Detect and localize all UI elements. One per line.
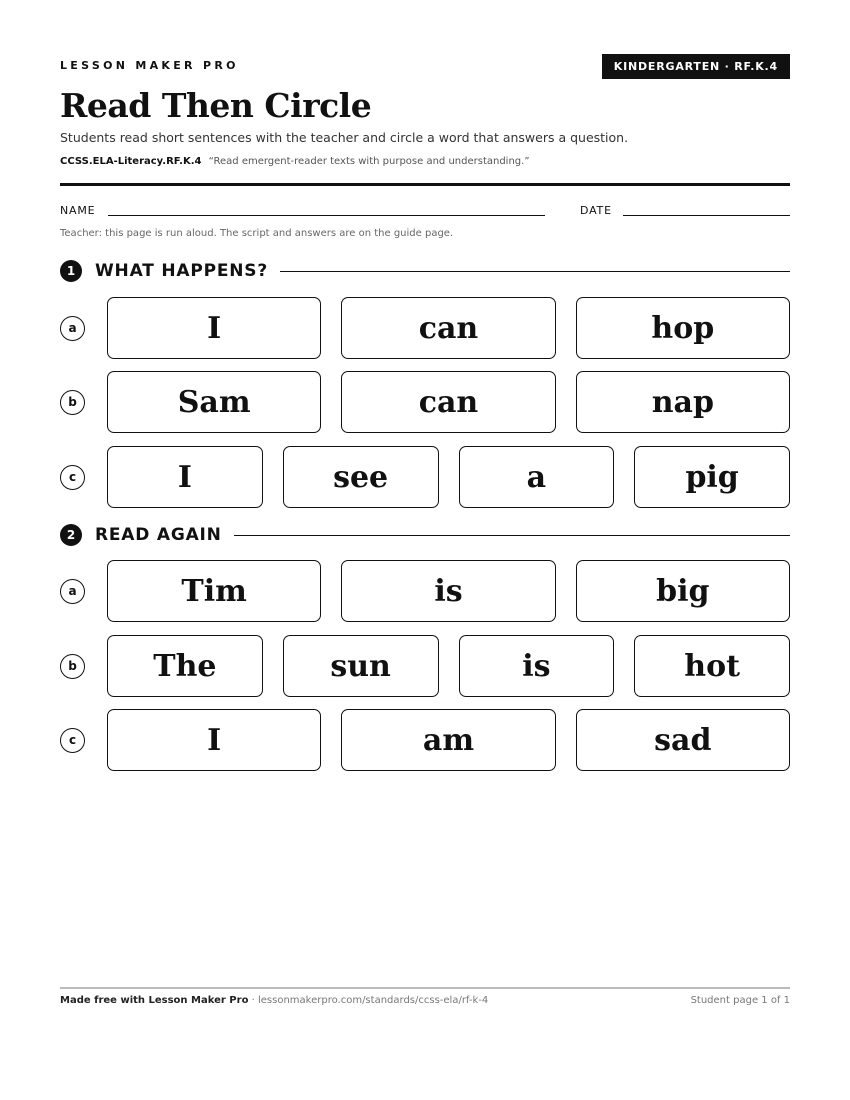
footer-credit [60,995,488,1006]
word-card[interactable]: see [283,446,439,508]
word-card[interactable]: hop [576,297,790,359]
standard-quote: “Read emergent-reader texts with purpose and understanding.” [208,156,530,167]
sentence-row [60,635,790,697]
brand-name: LESSON MAKER PRO [60,59,239,72]
word-card[interactable]: sun [283,635,439,697]
footer-link[interactable]: · lessonmakerpro.com/standards/ccss-ela/rf-k-4 [248,995,489,1006]
header-divider [60,183,790,186]
sentence-row [60,297,790,359]
sentence-row [60,446,790,508]
worksheet-subtitle: Students read short sentences with the teacher and circle a word that answers a question. [60,130,629,145]
date-field[interactable] [623,215,790,216]
row-letter: a [60,316,85,341]
sentence-row [60,709,790,771]
word-card[interactable]: I [107,297,321,359]
word-card[interactable]: can [341,371,555,433]
section-title: WHAT HAPPENS? [95,259,280,283]
sentence-row [60,560,790,622]
word-card[interactable]: Sam [107,371,321,433]
word-card[interactable]: is [459,635,615,697]
teacher-note: Teacher: this page is run aloud. The script and answers are on the guide page. [60,228,454,239]
standard-line [60,156,530,167]
word-card[interactable]: big [576,560,790,622]
word-card[interactable]: sad [576,709,790,771]
section-header [60,523,790,547]
worksheet-page [60,0,790,1100]
name-field[interactable] [108,215,545,216]
word-card[interactable]: Tim [107,560,321,622]
word-card[interactable]: nap [576,371,790,433]
name-label: NAME [60,204,96,217]
page-number: Student page 1 of 1 [690,995,790,1006]
row-letter: b [60,654,85,679]
section-header [60,259,790,283]
section-number: 1 [60,260,82,282]
word-card[interactable]: am [341,709,555,771]
standard-code: CCSS.ELA-Literacy.RF.K.4 [60,156,202,167]
footer-made-with: Made free with Lesson Maker Pro [60,995,249,1006]
footer-divider [60,987,790,989]
section-number: 2 [60,524,82,546]
word-card[interactable]: I [107,709,321,771]
date-label: DATE [580,204,612,217]
sentence-row [60,371,790,433]
row-letter: c [60,465,85,490]
worksheet-title: Read Then Circle [60,86,372,125]
word-card[interactable]: is [341,560,555,622]
section-title: READ AGAIN [95,523,234,547]
word-card[interactable]: can [341,297,555,359]
word-card[interactable]: The [107,635,263,697]
word-card[interactable]: hot [634,635,790,697]
row-letter: a [60,579,85,604]
row-letter: b [60,390,85,415]
row-letter: c [60,728,85,753]
word-card[interactable]: a [459,446,615,508]
word-card[interactable]: I [107,446,263,508]
word-card[interactable]: pig [634,446,790,508]
grade-badge: KINDERGARTEN · RF.K.4 [602,54,790,79]
